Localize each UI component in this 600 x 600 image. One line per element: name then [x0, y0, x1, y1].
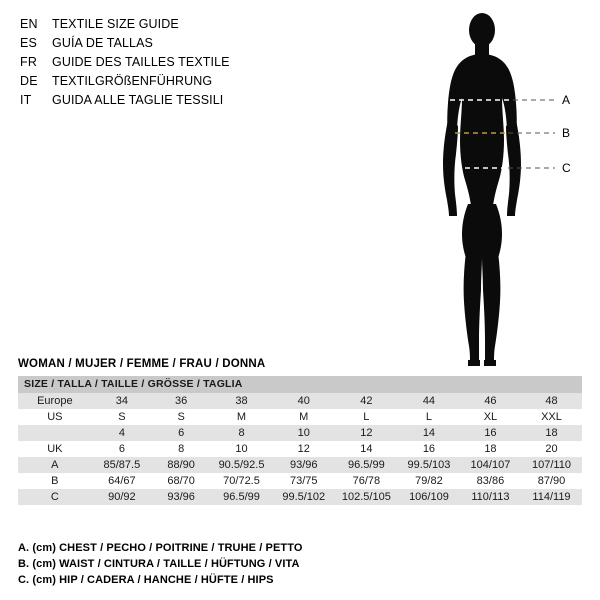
- cell: 90/92: [92, 489, 152, 505]
- language-row: [20, 54, 350, 71]
- cell: 14: [335, 441, 398, 457]
- row-label: B: [18, 473, 92, 489]
- table-row: [18, 409, 582, 425]
- cell: S: [92, 409, 152, 425]
- language-row: [20, 92, 350, 109]
- cell: 46: [460, 393, 521, 409]
- cell: 73/75: [273, 473, 335, 489]
- cell: XL: [460, 409, 521, 425]
- cell: 34: [92, 393, 152, 409]
- table-row: [18, 489, 582, 505]
- cell: 64/67: [92, 473, 152, 489]
- cell: 87/90: [521, 473, 582, 489]
- body-silhouette-icon: [400, 8, 590, 373]
- cell: 96.5/99: [210, 489, 273, 505]
- table-row: [18, 441, 582, 457]
- legend-chest: A. (cm) CHEST / PECHO / POITRINE / TRUHE / PETTO: [18, 542, 303, 554]
- table-row: [18, 425, 582, 441]
- measurement-legend: [18, 540, 582, 588]
- measure-label-b: B: [562, 126, 571, 140]
- cell: XXL: [521, 409, 582, 425]
- cell: 6: [92, 441, 152, 457]
- cell: 12: [273, 441, 335, 457]
- cell: 93/96: [152, 489, 210, 505]
- table-row: [18, 393, 582, 409]
- row-label: [18, 425, 92, 441]
- cell: 6: [152, 425, 210, 441]
- cell: S: [152, 409, 210, 425]
- cell: 114/119: [521, 489, 582, 505]
- cell: 76/78: [335, 473, 398, 489]
- cell: 99.5/102: [273, 489, 335, 505]
- cell: 12: [335, 425, 398, 441]
- cell: 20: [521, 441, 582, 457]
- language-code: IT: [20, 93, 32, 107]
- cell: 88/90: [152, 457, 210, 473]
- cell: 8: [152, 441, 210, 457]
- cell: 110/113: [460, 489, 521, 505]
- language-code: FR: [20, 55, 38, 69]
- language-row: [20, 35, 350, 52]
- language-title: TEXTILE SIZE GUIDE: [52, 17, 179, 31]
- cell: 93/96: [273, 457, 335, 473]
- table-row: [18, 457, 582, 473]
- cell: 4: [92, 425, 152, 441]
- cell: 79/82: [398, 473, 460, 489]
- cell: 18: [460, 441, 521, 457]
- language-code: ES: [20, 36, 38, 50]
- language-title: GUÍA DE TALLAS: [52, 36, 153, 50]
- table-header-row: [18, 376, 582, 393]
- measure-label-c: C: [562, 161, 571, 175]
- cell: 36: [152, 393, 210, 409]
- cell: 90.5/92.5: [210, 457, 273, 473]
- cell: 48: [521, 393, 582, 409]
- row-label: US: [18, 409, 92, 425]
- cell: M: [273, 409, 335, 425]
- table-header-label: SIZE / TALLA / TAILLE / GRÖSSE / TAGLIA: [18, 376, 582, 393]
- cell: 106/109: [398, 489, 460, 505]
- cell: 68/70: [152, 473, 210, 489]
- language-title: GUIDE DES TAILLES TEXTILE: [52, 55, 230, 69]
- cell: 102.5/105: [335, 489, 398, 505]
- cell: 8: [210, 425, 273, 441]
- language-title: GUIDA ALLE TAGLIE TESSILI: [52, 93, 224, 107]
- language-title-block: [20, 16, 350, 111]
- cell: 40: [273, 393, 335, 409]
- measure-label-a: A: [562, 93, 571, 107]
- language-row: [20, 73, 350, 90]
- cell: 10: [273, 425, 335, 441]
- language-code: DE: [20, 74, 38, 88]
- cell: 44: [398, 393, 460, 409]
- cell: 16: [398, 441, 460, 457]
- row-label: A: [18, 457, 92, 473]
- cell: 14: [398, 425, 460, 441]
- row-label: UK: [18, 441, 92, 457]
- cell: 10: [210, 441, 273, 457]
- legend-waist: B. (cm) WAIST / CINTURA / TAILLE / HÜFTUNG / VITA: [18, 558, 300, 570]
- female-body-figure: [400, 8, 590, 373]
- table-row: [18, 473, 582, 489]
- cell: M: [210, 409, 273, 425]
- legend-hip: C. (cm) HIP / CADERA / HANCHE / HÜFTE / HIPS: [18, 574, 274, 586]
- cell: 107/110: [521, 457, 582, 473]
- cell: 96.5/99: [335, 457, 398, 473]
- cell: 16: [460, 425, 521, 441]
- woman-section-title: WOMAN / MUJER / FEMME / FRAU / DONNA: [18, 358, 266, 370]
- size-table-area: [18, 358, 582, 505]
- size-table: [18, 376, 582, 505]
- cell: 18: [521, 425, 582, 441]
- language-code: EN: [20, 17, 38, 31]
- language-title: TEXTILGRÖßENFÜHRUNG: [52, 74, 213, 88]
- cell: 42: [335, 393, 398, 409]
- cell: 83/86: [460, 473, 521, 489]
- cell: L: [335, 409, 398, 425]
- row-label: Europe: [18, 393, 92, 409]
- cell: 99.5/103: [398, 457, 460, 473]
- cell: 85/87.5: [92, 457, 152, 473]
- cell: L: [398, 409, 460, 425]
- cell: 104/107: [460, 457, 521, 473]
- cell: 70/72.5: [210, 473, 273, 489]
- language-row: [20, 16, 350, 33]
- cell: 38: [210, 393, 273, 409]
- row-label: C: [18, 489, 92, 505]
